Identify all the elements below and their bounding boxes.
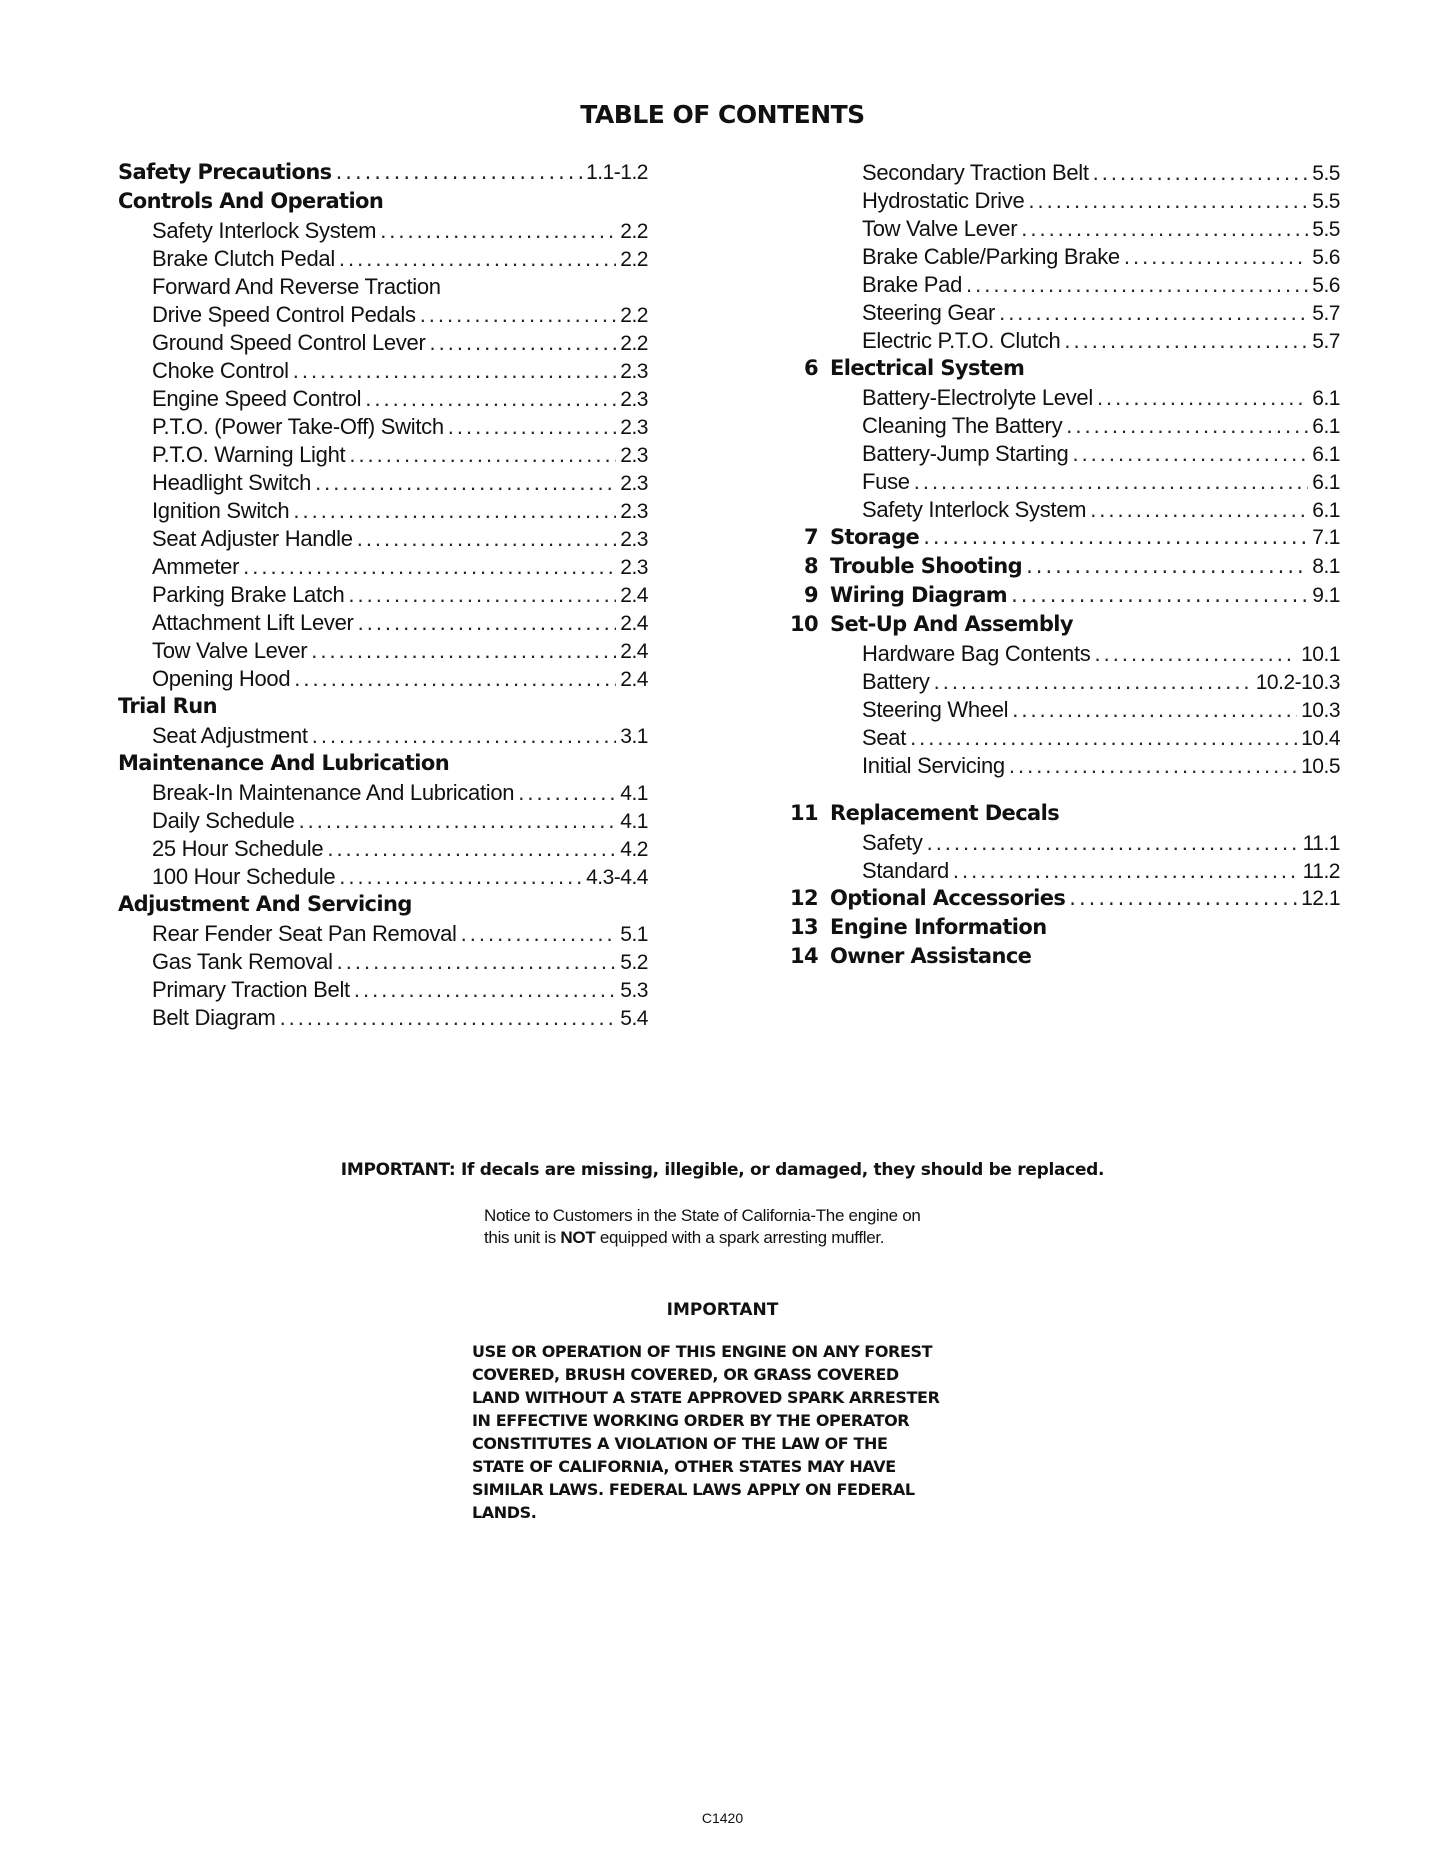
toc-page-number: 2.3 xyxy=(620,416,648,439)
toc-page-number: 4.2 xyxy=(620,838,648,861)
toc-page-number: 2.3 xyxy=(620,360,648,383)
toc-page-number: 2.2 xyxy=(620,332,648,355)
toc-entry xyxy=(118,864,648,892)
toc-page-number: 1.1-1.2 xyxy=(586,161,648,184)
toc-dot-leader xyxy=(311,638,616,664)
toc-entry xyxy=(118,582,648,610)
toc-entry-label: Safety xyxy=(862,830,923,855)
toc-page-number: 5.3 xyxy=(620,979,648,1002)
toc-entry xyxy=(118,498,648,526)
toc-entry xyxy=(780,753,1340,781)
toc-entry xyxy=(118,638,648,666)
toc-page-number: 2.3 xyxy=(620,556,648,579)
toc-page-number: 2.4 xyxy=(620,640,648,663)
toc-page-number: 2.3 xyxy=(620,388,648,411)
toc-dot-leader xyxy=(348,582,616,608)
toc-entry-label: Wiring Diagram xyxy=(830,583,1008,607)
toc-entry-label: Owner Assistance xyxy=(830,944,1032,968)
toc-entry-label: Safety Interlock System xyxy=(862,497,1087,522)
toc-dot-leader xyxy=(461,921,617,947)
toc-entry-label: Fuse xyxy=(862,469,910,494)
notice-text-before: Notice to Customers in the State of California-The engine on this unit is xyxy=(484,1206,921,1247)
toc-page-number: 6.1 xyxy=(1312,499,1340,522)
toc-dot-leader xyxy=(966,272,1308,298)
toc-page-number: 2.4 xyxy=(620,612,648,635)
toc-dot-leader xyxy=(1064,328,1308,354)
toc-dot-leader xyxy=(1093,160,1309,186)
toc-dot-leader xyxy=(1011,583,1308,607)
toc-entry xyxy=(780,441,1340,469)
toc-dot-leader xyxy=(927,830,1299,856)
toc-entry-label: 100 Hour Schedule xyxy=(152,864,336,889)
toc-entry-label: Hydrostatic Drive xyxy=(862,188,1025,213)
decals-important-notice: IMPORTANT: If decals are missing, illegible, or damaged, they should be replaced. xyxy=(340,1160,1105,1180)
toc-entry-label: Hardware Bag Contents xyxy=(862,641,1091,666)
toc-entry xyxy=(118,246,648,274)
toc-entry-label: Drive Speed Control Pedals xyxy=(152,302,416,327)
toc-entry-label: Safety Interlock System xyxy=(152,218,377,243)
toc-dot-leader xyxy=(1028,188,1308,214)
toc-entry-label: Controls And Operation xyxy=(118,189,384,213)
toc-entry xyxy=(118,836,648,864)
toc-dot-leader xyxy=(380,218,616,244)
toc-page-number: 5.2 xyxy=(620,951,648,974)
toc-entry xyxy=(118,302,648,330)
toc-entry xyxy=(780,188,1340,216)
toc-page-number: 4.3-4.4 xyxy=(586,866,648,889)
toc-section-number: 7 xyxy=(803,525,818,549)
toc-entry xyxy=(780,886,1340,915)
toc-entry-label: Choke Control xyxy=(152,358,289,383)
toc-entry xyxy=(780,356,1340,385)
toc-dot-leader xyxy=(1095,641,1298,667)
toc-entry-label: Engine Information xyxy=(830,915,1047,939)
toc-entry-label: Trouble Shooting xyxy=(830,554,1023,578)
toc-entry-label: Battery-Electrolyte Level xyxy=(862,385,1093,410)
toc-section-number: 11 xyxy=(789,801,818,825)
toc-dot-leader xyxy=(1026,554,1308,578)
toc-entry-label: Gas Tank Removal xyxy=(152,949,333,974)
toc-page-number: 5.5 xyxy=(1312,190,1340,213)
toc-entry-label: Electric P.T.O. Clutch xyxy=(862,328,1061,353)
toc-entry xyxy=(780,469,1340,497)
toc-dot-leader xyxy=(1069,886,1297,910)
toc-entry xyxy=(780,216,1340,244)
toc-entry xyxy=(780,525,1340,554)
toc-entry-label: Headlight Switch xyxy=(152,470,312,495)
toc-entry-label: Secondary Traction Belt xyxy=(862,160,1089,185)
toc-page-number: 6.1 xyxy=(1312,387,1340,410)
toc-page-number: 6.1 xyxy=(1312,415,1340,438)
toc-page-number: 2.2 xyxy=(620,248,648,271)
toc-page-number: 10.5 xyxy=(1301,755,1340,778)
toc-section-number: 9 xyxy=(803,583,818,607)
toc-left-column xyxy=(118,160,648,1033)
toc-entry-label: Trial Run xyxy=(118,694,217,718)
toc-entry-label: Break-In Maintenance And Lubrication xyxy=(152,780,515,805)
toc-page-number: 2.3 xyxy=(620,444,648,467)
toc-entry-label: Tow Valve Lever xyxy=(152,638,308,663)
toc-entry-label: Tow Valve Lever xyxy=(862,216,1018,241)
toc-entry xyxy=(780,244,1340,272)
toc-entry xyxy=(118,892,648,921)
toc-entry xyxy=(780,669,1340,697)
toc-entry xyxy=(780,612,1340,641)
toc-entry-label: Replacement Decals xyxy=(830,801,1060,825)
toc-entry-label: Storage xyxy=(830,525,920,549)
toc-entry xyxy=(118,414,648,442)
toc-page-number: 12.1 xyxy=(1301,887,1340,910)
toc-page-number: 10.4 xyxy=(1301,727,1340,750)
toc-dot-leader xyxy=(420,302,617,328)
toc-dot-leader xyxy=(448,414,617,440)
toc-entry-label: Seat Adjustment xyxy=(152,723,308,748)
toc-entry-label: Initial Servicing xyxy=(862,753,1005,778)
toc-entry xyxy=(118,808,648,836)
toc-dot-leader xyxy=(327,836,616,862)
toc-dot-leader xyxy=(358,610,617,636)
toc-dot-leader xyxy=(910,725,1297,751)
footer-code: C1420 xyxy=(701,1810,744,1826)
toc-page-number: 8.1 xyxy=(1312,555,1340,578)
toc-entry-label: Set-Up And Assembly xyxy=(830,612,1073,636)
toc-entry xyxy=(118,723,648,751)
toc-entry-label: Electrical System xyxy=(830,356,1025,380)
toc-dot-leader xyxy=(357,526,617,552)
toc-dot-leader xyxy=(293,358,617,384)
toc-entry xyxy=(780,944,1340,973)
toc-entry-label: Brake Clutch Pedal xyxy=(152,246,335,271)
toc-dot-leader xyxy=(349,442,616,468)
toc-dot-leader xyxy=(1012,697,1297,723)
toc-dot-leader xyxy=(1090,497,1308,523)
toc-entry xyxy=(780,413,1340,441)
toc-entry-label: Brake Pad xyxy=(862,272,963,297)
toc-entry-label: Ammeter xyxy=(152,554,240,579)
toc-dot-leader xyxy=(243,554,616,580)
toc-dot-leader xyxy=(1021,216,1308,242)
toc-dot-leader xyxy=(923,525,1308,549)
toc-dot-leader xyxy=(430,330,617,356)
toc-dot-leader xyxy=(315,470,616,496)
toc-page-number: 5.5 xyxy=(1312,218,1340,241)
toc-entry xyxy=(780,160,1340,188)
toc-entry xyxy=(118,694,648,723)
toc-entry-label: Attachment Lift Lever xyxy=(152,610,354,635)
toc-entry-label: Maintenance And Lubrication xyxy=(118,751,450,775)
toc-section-number: 8 xyxy=(803,554,818,578)
toc-entry-label: Primary Traction Belt xyxy=(152,977,350,1002)
toc-page-number: 5.7 xyxy=(1312,330,1340,353)
toc-entry xyxy=(780,583,1340,612)
toc-page-number: 5.6 xyxy=(1312,246,1340,269)
toc-dot-leader xyxy=(999,300,1308,326)
toc-page-number: 5.1 xyxy=(620,923,648,946)
toc-section-number: 13 xyxy=(789,915,818,939)
toc-entry-label: Seat Adjuster Handle xyxy=(152,526,353,551)
toc-entry-label: Steering Gear xyxy=(862,300,996,325)
toc-entry-label: Battery-Jump Starting xyxy=(862,441,1069,466)
toc-section-number: 10 xyxy=(789,612,818,636)
toc-entry-label: Belt Diagram xyxy=(152,1005,276,1030)
toc-entry-label: Optional Accessories xyxy=(830,886,1066,910)
toc-page-number: 5.6 xyxy=(1312,274,1340,297)
toc-entry xyxy=(780,801,1340,830)
toc-entry-label: 25 Hour Schedule xyxy=(152,836,324,861)
toc-entry xyxy=(118,274,648,302)
toc-entry xyxy=(118,780,648,808)
toc-entry xyxy=(118,386,648,414)
toc-entry xyxy=(118,218,648,246)
toc-entry-label: Rear Fender Seat Pan Removal xyxy=(152,921,457,946)
toc-entry xyxy=(780,385,1340,413)
toc-dot-leader xyxy=(339,864,582,890)
toc-entry xyxy=(118,977,648,1005)
toc-entry xyxy=(118,751,648,780)
toc-page-number: 5.4 xyxy=(620,1007,648,1030)
toc-entry xyxy=(118,610,648,638)
page-title: TABLE OF CONTENTS xyxy=(580,100,865,129)
toc-dot-leader xyxy=(1009,753,1297,779)
toc-dot-leader xyxy=(354,977,616,1003)
toc-page-number: 7.1 xyxy=(1312,526,1340,549)
toc-page-number: 2.4 xyxy=(620,668,648,691)
toc-page-number: 9.1 xyxy=(1312,584,1340,607)
toc-dot-leader xyxy=(312,723,617,749)
toc-entry xyxy=(780,300,1340,328)
spark-arrester-warning: USE OR OPERATION OF THIS ENGINE ON ANY FOREST COVERED, BRUSH COVERED, OR GRASS COVERED LAND WITHOUT A STATE APPROVED SPARK ARRESTER IN EFFECTIVE WORKING ORDER BY THE OPERATOR CONSTITUTES A VIOLATION OF THE LAW OF THE STATE OF CALIFORNIA, OTHER STATES MAY HAVE SIMILAR LAWS. FEDERAL LAWS APPLY ON FEDERAL LANDS. xyxy=(472,1342,940,1522)
toc-page-number: 2.4 xyxy=(620,584,648,607)
toc-entry-label: P.T.O. (Power Take-Off) Switch xyxy=(152,414,444,439)
toc-entry xyxy=(780,725,1340,753)
toc-entry xyxy=(780,858,1340,886)
toc-page-number: 4.1 xyxy=(620,782,648,805)
toc-entry xyxy=(118,554,648,582)
toc-dot-leader xyxy=(914,469,1309,495)
toc-page-number: 5.7 xyxy=(1312,302,1340,325)
toc-page-number: 2.2 xyxy=(620,304,648,327)
toc-page-number: 10.2-10.3 xyxy=(1255,671,1340,694)
toc-entry-label: Ignition Switch xyxy=(152,498,290,523)
toc-entry-label: Standard xyxy=(862,858,949,883)
toc-page-number: 6.1 xyxy=(1312,471,1340,494)
toc-page-number: 2.2 xyxy=(620,220,648,243)
toc-section-number: 14 xyxy=(789,944,818,968)
toc-entry xyxy=(118,949,648,977)
toc-entry-label: Brake Cable/Parking Brake xyxy=(862,244,1120,269)
toc-dot-leader xyxy=(1072,441,1308,467)
toc-entry-label: Engine Speed Control xyxy=(152,386,362,411)
toc-section-number: 6 xyxy=(803,356,818,380)
toc-dot-leader xyxy=(365,386,616,412)
toc-dot-leader xyxy=(518,780,616,806)
toc-page-number: 2.3 xyxy=(620,472,648,495)
toc-entry xyxy=(118,189,648,218)
toc-entry xyxy=(780,915,1340,944)
toc-entry xyxy=(780,697,1340,725)
toc-entry xyxy=(780,272,1340,300)
toc-page-number: 2.3 xyxy=(620,528,648,551)
toc-page-number: 4.1 xyxy=(620,810,648,833)
toc-entry-label: Forward And Reverse Traction xyxy=(152,274,441,299)
toc-page-number: 10.3 xyxy=(1301,699,1340,722)
toc-page-number: 11.2 xyxy=(1302,860,1340,883)
toc-dot-leader xyxy=(280,1005,617,1031)
toc-spacer xyxy=(780,781,1340,801)
toc-entry-label: P.T.O. Warning Light xyxy=(152,442,346,467)
toc-entry xyxy=(118,666,648,694)
toc-entry xyxy=(118,526,648,554)
toc-page-number: 10.1 xyxy=(1301,643,1340,666)
toc-entry-label: Daily Schedule xyxy=(152,808,295,833)
toc-entry-label: Parking Brake Latch xyxy=(152,582,345,607)
toc-entry xyxy=(118,442,648,470)
toc-dot-leader xyxy=(294,666,616,692)
toc-dot-leader xyxy=(336,160,583,184)
toc-dot-leader xyxy=(934,669,1252,695)
toc-page-number: 5.5 xyxy=(1312,162,1340,185)
toc-page-number: 3.1 xyxy=(620,725,648,748)
important-heading: IMPORTANT xyxy=(666,1300,779,1320)
notice-text-after: equipped with a spark arresting muffler. xyxy=(595,1228,885,1247)
toc-entry-label: Steering Wheel xyxy=(862,697,1009,722)
toc-entry-label: Adjustment And Servicing xyxy=(118,892,412,916)
toc-page-number: 2.3 xyxy=(620,500,648,523)
toc-dot-leader xyxy=(953,858,1299,884)
toc-entry-label: Opening Hood xyxy=(152,666,291,691)
toc-entry-label: Seat xyxy=(862,725,907,750)
toc-section-number: 12 xyxy=(789,886,818,910)
toc-entry xyxy=(780,497,1340,525)
toc-entry xyxy=(118,470,648,498)
toc-entry xyxy=(780,830,1340,858)
notice-emphasis: NOT xyxy=(560,1228,596,1247)
toc-entry xyxy=(118,921,648,949)
toc-dot-leader xyxy=(337,949,617,975)
toc-dot-leader xyxy=(299,808,617,834)
toc-entry xyxy=(780,641,1340,669)
toc-entry xyxy=(118,358,648,386)
toc-entry xyxy=(780,554,1340,583)
toc-dot-leader xyxy=(1097,385,1308,411)
toc-dot-leader xyxy=(1066,413,1308,439)
toc-entry-label: Ground Speed Control Lever xyxy=(152,330,426,355)
toc-right-column xyxy=(780,160,1340,973)
toc-entry xyxy=(118,1005,648,1033)
california-notice xyxy=(484,1205,944,1249)
toc-dot-leader xyxy=(1124,244,1308,270)
toc-entry xyxy=(118,160,648,189)
toc-entry-label: Cleaning The Battery xyxy=(862,413,1063,438)
toc-entry xyxy=(118,330,648,358)
toc-page-number: 11.1 xyxy=(1302,832,1340,855)
toc-page-number: 6.1 xyxy=(1312,443,1340,466)
toc-dot-leader xyxy=(339,246,616,272)
toc-dot-leader xyxy=(293,498,616,524)
toc-entry-label: Battery xyxy=(862,669,930,694)
toc-entry-label: Safety Precautions xyxy=(118,160,332,184)
toc-entry xyxy=(780,328,1340,356)
